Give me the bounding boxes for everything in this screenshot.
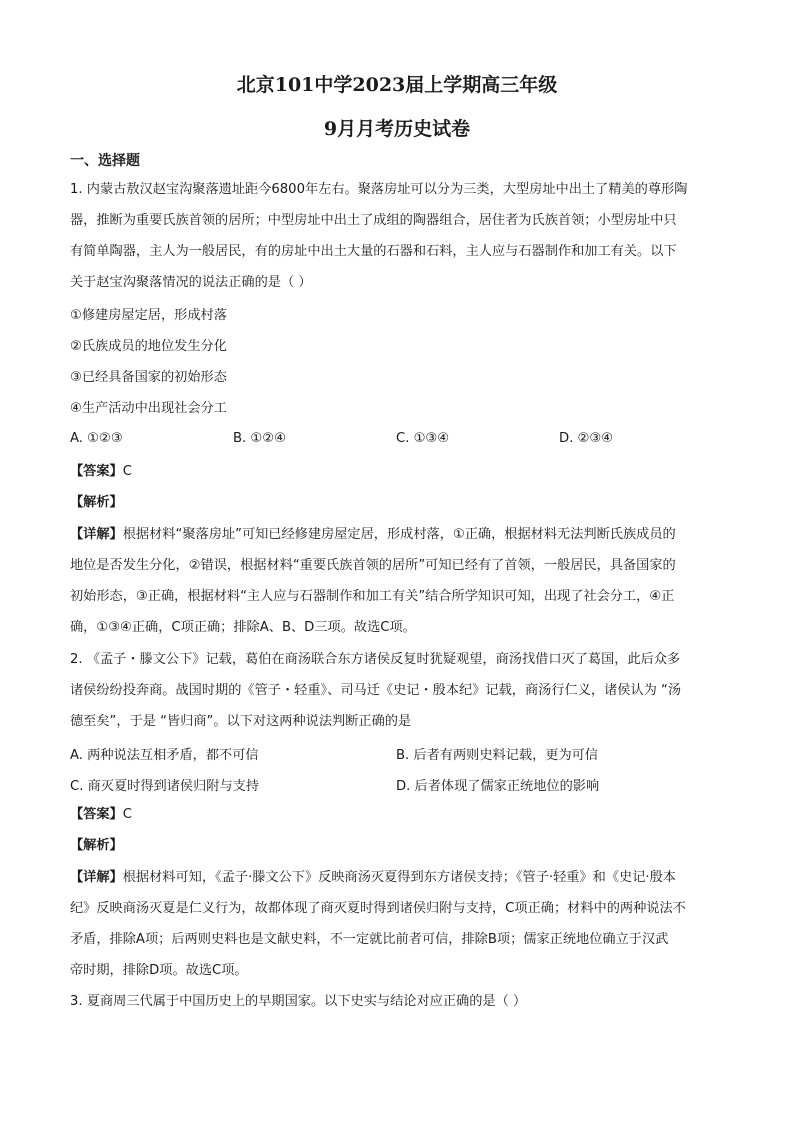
q2-detail-line: 帝时期，排除D项。故选C项。 bbox=[70, 963, 248, 978]
detail-text: 根据材料“聚落房址”可知已经修建房屋定居，形成村落，①正确，根据材料无法判断氏族成员的 bbox=[122, 527, 676, 542]
page-title: 北京101中学2023届上学期高三年级 bbox=[236, 74, 558, 96]
q2-stem-line: 2. 《孟子・滕文公下》记载，葛伯在商汤联合东方诸侯反复时犹疑观望，商汤找借口灭了葛国，此后众多 bbox=[70, 652, 681, 667]
q2-answer bbox=[70, 806, 730, 824]
q2-detail-line: 矛盾，排除A项；后两则史料也是文献史料，不一定就比前者可信，排除B项；儒家正统地位确立于汉武 bbox=[70, 932, 669, 947]
q1-stem-line: 有简单陶器，主人为一般居民，有的房址中出土大量的石器和石料，主人应与石器制作和加工有关。以下 bbox=[70, 244, 677, 259]
answer-value: C bbox=[122, 807, 132, 822]
q1-detail-line: 确，①③④正确，C项正确；排除A、B、D三项。故选C项。 bbox=[70, 620, 416, 635]
q1-item: ③已经具备国家的初始形态 bbox=[70, 370, 227, 385]
answer-label: 【答案】 bbox=[70, 464, 123, 479]
answer-label: 【答案】 bbox=[70, 807, 123, 822]
q1-item: ④生产活动中出现社会分工 bbox=[70, 401, 227, 416]
q2-analysis-label: 【解析】 bbox=[70, 838, 123, 853]
q2-detail-line bbox=[70, 869, 730, 887]
q1-detail-line: 初始形态，③正确，根据材料“主人应与石器制作和加工有关”结合所学知识可知，出现了社会分工，④正 bbox=[70, 589, 675, 604]
detail-label: 【详解】 bbox=[70, 870, 123, 885]
q3-stem-line: 3. 夏商周三代属于中国历史上的早期国家。以下史实与结论对应正确的是（ ） bbox=[70, 994, 527, 1009]
q1-item: ②氏族成员的地位发生分化 bbox=[70, 339, 227, 354]
q1-detail-line bbox=[70, 526, 730, 544]
detail-text: 根据材料可知，《孟子·滕文公下》反映商汤灭夏得到东方诸侯支持；《管子·轻重》和《史记·殷本 bbox=[122, 870, 676, 885]
q2-option-b: B. 后者有两则史料记载，更为可信 bbox=[396, 748, 599, 763]
page-subtitle: 9月月考历史试卷 bbox=[323, 118, 471, 140]
q1-option-b: B. ①②④ bbox=[233, 431, 286, 446]
q2-detail-line: 纪》反映商汤灭夏是仁义行为，故都体现了商灭夏时得到诸侯归附与支持，C项正确；材料中的两种说法不 bbox=[70, 901, 686, 916]
q1-option-d: D. ②③④ bbox=[559, 431, 614, 446]
q1-detail-line: 地位是否发生分化，②错误，根据材料“重要氏族首领的居所”可知已经有了首领，一般居民，具备国家的 bbox=[70, 558, 676, 573]
q1-option-c: C. ①③④ bbox=[396, 431, 450, 446]
q1-analysis-label: 【解析】 bbox=[70, 495, 123, 510]
q1-option-a: A. ①②③ bbox=[70, 431, 123, 446]
q2-stem-line: 德至矣”，于是 “皆归商”。以下对这两种说法判断正确的是 bbox=[70, 714, 412, 729]
q2-stem-line: 诸侯纷纷投奔商。战国时期的《管子・轻重》、司马迁《史记・殷本纪》记载，商汤行仁义，诸侯认为 “汤 bbox=[70, 683, 682, 698]
detail-label: 【详解】 bbox=[70, 527, 123, 542]
q1-item: ①修建房屋定居，形成村落 bbox=[70, 308, 227, 323]
q1-stem-line: 器，推断为重要氏族首领的居所；中型房址中出土了成组的陶器组合，居住者为氏族首领；小型房址中只 bbox=[70, 213, 677, 228]
answer-value: C bbox=[122, 464, 132, 479]
q2-option-c: C. 商灭夏时得到诸侯归附与支持 bbox=[70, 779, 260, 794]
q1-answer bbox=[70, 463, 730, 481]
section-heading: 一、选择题 bbox=[70, 153, 140, 169]
q2-option-a: A. 两种说法互相矛盾，都不可信 bbox=[70, 748, 259, 763]
q2-option-d: D. 后者体现了儒家正统地位的影响 bbox=[396, 779, 600, 794]
q1-stem-line: 关于赵宝沟聚落情况的说法正确的是（ ） bbox=[70, 275, 312, 290]
q1-stem-line: 1. 内蒙古敖汉赵宝沟聚落遗址距今6800年左右。聚落房址可以分为三类，大型房址中出土了精美的尊形陶 bbox=[70, 182, 688, 197]
